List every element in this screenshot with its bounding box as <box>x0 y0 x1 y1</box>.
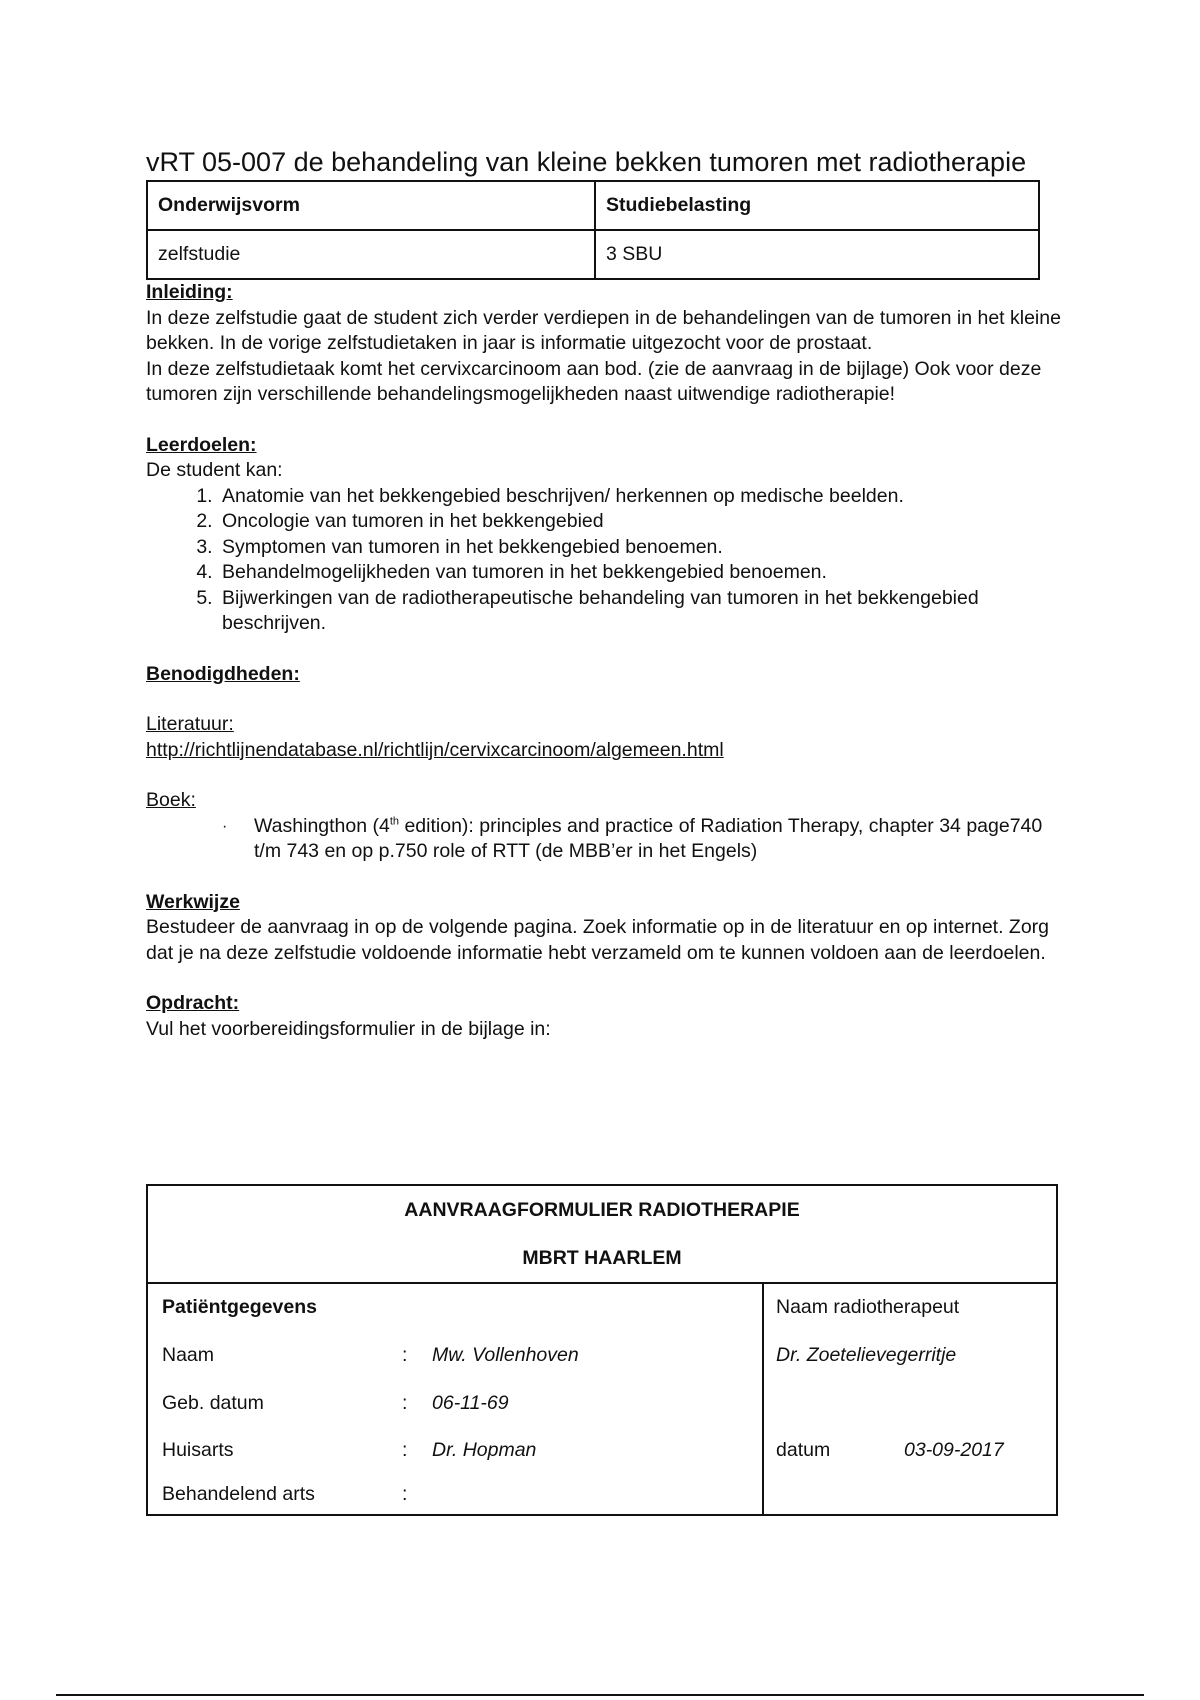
book-list <box>146 814 1066 865</box>
document-title: vRT 05-007 de behandeling van kleine bekken tumoren met radiotherapie <box>146 147 1027 177</box>
opdracht-heading: Opdracht: <box>146 992 240 1014</box>
werkwijze-heading: Werkwijze <box>146 890 240 913</box>
datum-value: 03-09-2017 <box>904 1439 1004 1461</box>
opdracht-text: Vul het voorbereidingsformulier in de bijlage in: <box>146 1017 551 1040</box>
leerdoelen-section <box>146 433 1066 637</box>
therapist-label: Naam radiotherapeut <box>776 1296 960 1318</box>
studiebelasting-header: Studiebelasting <box>595 181 1039 230</box>
inleiding-paragraph-2: In deze zelfstudietaak komt het cervixcarcinoom aan bod. (zie de aanvraag in de bijlage) Ook voor deze tumoren zijn verschillende behandelingsmogelijkheden naast uitwendige radiotherapie! <box>146 357 1042 405</box>
list-item: 3. Symptomen van tumoren in het bekkengebied benoemen. <box>218 535 1066 561</box>
literature-link[interactable]: http://richtlijnendatabase.nl/richtlijn/cervixcarcinoom/algemeen.html <box>146 738 724 761</box>
leerdoelen-intro: De student kan: <box>146 459 283 481</box>
list-item: 2. Oncologie van tumoren in het bekkengebied <box>218 509 1066 535</box>
study-info-table <box>146 180 1040 280</box>
huisarts-label: Huisarts <box>162 1439 234 1461</box>
form-header <box>148 1186 1056 1284</box>
geb-datum-label: Geb. datum <box>162 1392 264 1414</box>
patient-header: Patiëntgegevens <box>162 1296 317 1318</box>
list-item: 5. Bijwerkingen van de radiotherapeutische behandeling van tumoren in het bekkengebied beschrijven. <box>218 586 1066 637</box>
list-item: 1. Anatomie van het bekkengebied beschrijven/ herkennen op medische beelden. <box>218 484 1066 510</box>
leerdoelen-list <box>146 484 1066 637</box>
studiebelasting-value: 3 SBU <box>595 230 1039 279</box>
inleiding-heading: Inleiding: <box>146 281 233 303</box>
document-page <box>146 146 1066 1042</box>
onderwijsvorm-header: Onderwijsvorm <box>147 181 595 230</box>
request-form <box>146 1184 1058 1516</box>
inleiding-section <box>146 280 1066 408</box>
therapist-details <box>764 1284 1056 1514</box>
benodigdheden-heading: Benodigdheden: <box>146 662 300 685</box>
huisarts-row: Huisarts : Dr. Hopman <box>162 1435 752 1465</box>
benodigdheden-section <box>146 662 1066 865</box>
naam-row: Naam : Mw. Vollenhoven <box>162 1340 752 1370</box>
form-title: AANVRAAGFORMULIER RADIOTHERAPIE <box>404 1199 800 1221</box>
werkwijze-section <box>146 890 1066 967</box>
huisarts-value: Dr. Hopman <box>432 1439 537 1461</box>
list-item: · Washingthon (4th edition): principles and practice of Radiation Therapy, chapter 34 page740 t/m 743 en op p.750 role of RTT (de MBB’er in het Engels) <box>254 814 1066 865</box>
opdracht-section <box>146 991 1066 1042</box>
datum-label: datum <box>776 1439 831 1461</box>
geb-datum-row: Geb. datum : 06-11-69 <box>162 1388 752 1418</box>
werkwijze-text: Bestudeer de aanvraag in op de volgende pagina. Zoek informatie op in de literatuur en op internet. Zorg dat je na deze zelfstudie voldoende informatie hebt verzameld om te kunnen voldoen aan de leerdoelen. <box>146 916 1050 964</box>
literatuur-label: Literatuur: <box>146 713 234 735</box>
inleiding-paragraph-1: In deze zelfstudie gaat de student zich verder verdiepen in de behandelingen van de tumoren in het kleine bekken. In de vorige zelfstudietaken in jaar is informatie uitgezocht voor de prostaat. <box>146 306 1061 354</box>
onderwijsvorm-value: zelfstudie <box>147 230 595 279</box>
datum-row <box>776 1435 1036 1465</box>
page-footer-divider <box>56 1694 1144 1696</box>
boek-label: Boek: <box>146 789 196 811</box>
behandelend-arts-label: Behandelend arts <box>162 1483 315 1505</box>
patient-details <box>148 1284 764 1514</box>
naam-label: Naam <box>162 1344 215 1366</box>
form-subtitle: MBRT HAARLEM <box>522 1247 682 1269</box>
naam-value: Mw. Vollenhoven <box>432 1344 579 1366</box>
list-item: 4. Behandelmogelijkheden van tumoren in het bekkengebied benoemen. <box>218 560 1066 586</box>
geb-datum-value: 06-11-69 <box>432 1392 509 1414</box>
leerdoelen-heading: Leerdoelen: <box>146 433 257 456</box>
therapist-value: Dr. Zoetelievegerritje <box>776 1344 957 1366</box>
behandelend-arts-row: Behandelend arts : <box>162 1479 752 1509</box>
